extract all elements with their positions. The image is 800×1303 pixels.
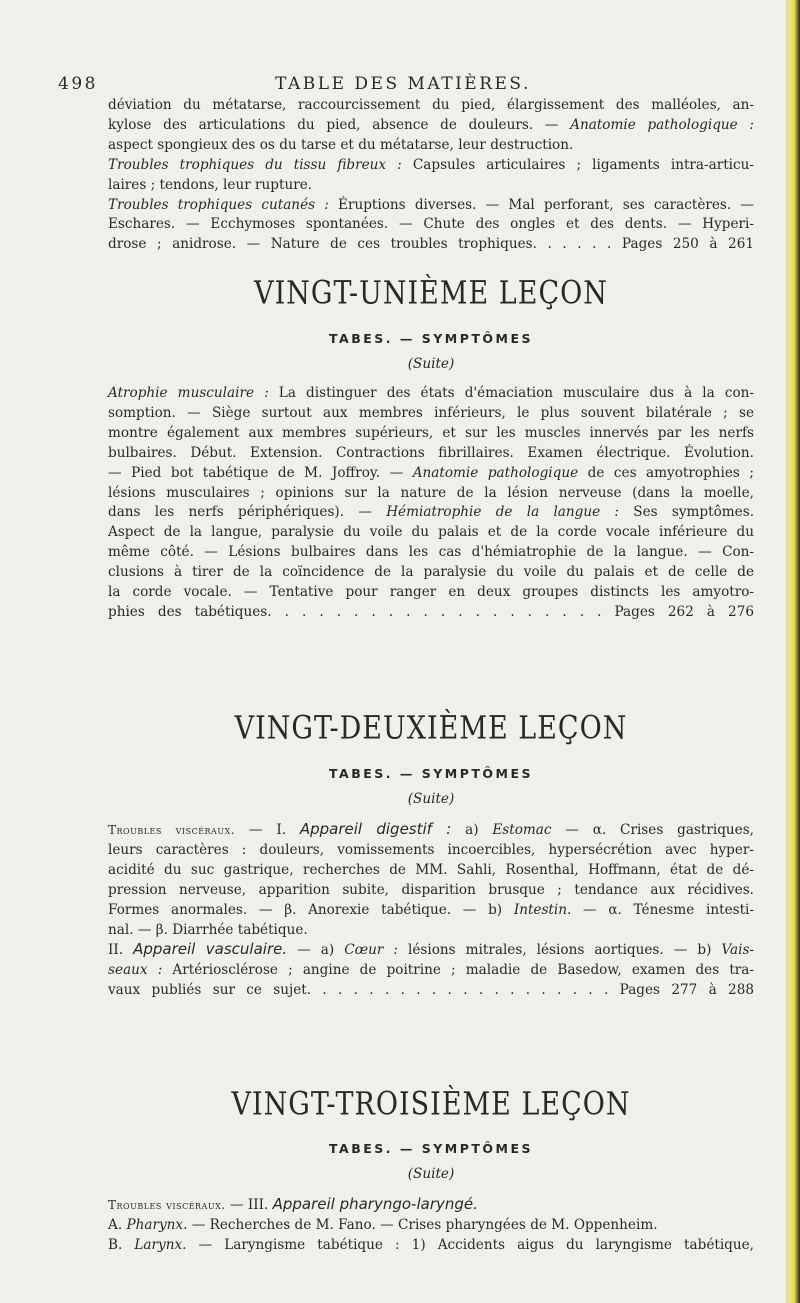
text-line: la corde vocale. — Tentative pour ranger en deux groupes distincts les amyotro- [108,584,754,601]
text-line: Formes anormales. — β. Anorexie tabétique. — b) Intestin. — α. Ténesme intesti- [108,901,754,918]
lesson-suite: (Suite) [407,1166,455,1182]
text-line: drose ; anidrose. — Nature de ces troubles trophiques. . . . . . Pages 250 à 261 [108,236,754,253]
text-line: B. Larynx. — Laryngisme tabétique : 1) Accidents aigus du laryngisme tabétique, [108,1236,754,1253]
text-line: lésions musculaires ; opinions sur la nature de la lésion nerveuse (dans la moelle, [108,484,754,501]
text-line: dans les nerfs périphériques). — Hémiatrophie de la langue : Ses symptômes. [108,504,755,521]
text-line: pression nerveuse, apparition subite, disparition brusque ; tendance aux récidives. [108,881,754,898]
lesson-22-body [108,820,754,1001]
lesson-subtitle: TABES. — SYMPTÔMES [328,1141,534,1156]
text-line: Troubles viscéraux. — I. Appareil digestif : a) Estomac — α. Crises gastriques, [108,820,755,838]
intro-block [108,96,754,255]
lesson-title: VINGT-TROISIÈME LEÇON [231,1086,631,1123]
text-line: clusions à tirer de la coïncidence de la paralysie du voile du palais et de celle de [108,564,754,581]
text-line: II. Appareil vasculaire. — a) Cœur : lésions mitrales, lésions aortiques. — b) Vais- [108,940,755,959]
lesson-suite: (Suite) [407,791,455,807]
text-line: leurs caractères : douleurs, vomissements incoercibles, hypersécrétion avec hyper- [108,841,754,858]
page-number: 498 [58,74,98,94]
text-line: acidité du suc gastrique, recherches de MM. Sahli, Rosenthal, Hoffmann, état de dé- [108,861,754,878]
page-header [58,74,748,94]
lesson-21-body [108,384,754,623]
text-line: bulbaires. Début. Extension. Contractions fibrillaires. Examen électrique. Évolution. [108,444,754,461]
lesson-subtitle: TABES. — SYMPTÔMES [328,331,534,346]
text-line: Troubles trophiques cutanés : Éruptions diverses. — Mal perforant, ses caractères. — [108,196,754,213]
page-edge [786,0,800,1303]
text-line: montre également aux membres supérieurs, et sur les muscles innervés par les nerfs [108,424,754,441]
lesson-subtitle: TABES. — SYMPTÔMES [328,766,534,781]
text-line: déviation du métatarse, raccourcissement du pied, élargissement des malléoles, an- [108,97,754,113]
text-line: A. Pharynx. — Recherches de M. Fano. — Crises pharyngées de M. Oppenheim. [108,1216,658,1233]
text-line: même côté. — Lésions bulbaires dans les cas d'hémiatrophie de la langue. — Con- [108,544,754,561]
text-line: Atrophie musculaire : La distinguer des états d'émaciation musculaire dus à la con- [108,385,754,401]
lesson-title: VINGT-DEUXIÈME LEÇON [234,710,628,747]
text-line: nal. — β. Diarrhée tabétique. [108,921,308,938]
text-line: Eschares. — Ecchymoses spontanées. — Chute des ongles et des dents. — Hyperi- [108,216,754,233]
text-line: aspect spongieux des os du tarse et du métatarse, leur destruction. [108,136,574,153]
text-line: Aspect de la langue, paralysie du voile du palais et de la corde vocale inférieure du [108,524,754,541]
text-line: Troubles viscéraux. — III. Appareil pharyngo-laryngé. [108,1195,478,1213]
text-line: Troubles trophiques du tissu fibreux : Capsules articulaires ; ligaments intra-articu- [108,156,754,173]
text-line: vaux publiés sur ce sujet. . . . . . . . . . . . . . . . . . . . Pages 277 à 288 [108,982,754,999]
text-line: — Pied bot tabétique de M. Joffroy. — Anatomie pathologique de ces amyotrophies ; [108,464,754,481]
text-line: laires ; tendons, leur rupture. [108,176,313,193]
lesson-suite: (Suite) [407,356,455,372]
text-line: kylose des articulations du pied, absence de douleurs. — Anatomie pathologique : [108,116,755,133]
lesson-23-body [108,1195,754,1256]
text-line: seaux : Artériosclérose ; angine de poitrine ; maladie de Basedow, examen des tra- [108,962,754,979]
text-line: somption. — Siège surtout aux membres inférieurs, le plus souvent bilatérale ; se [108,404,754,421]
lesson-title: VINGT-UNIÈME LEÇON [254,275,608,312]
running-title: TABLE DES MATIÈRES. [275,74,531,94]
text-line: phies des tabétiques. . . . . . . . . . . . . . . . . . . . Pages 262 à 276 [108,603,754,620]
